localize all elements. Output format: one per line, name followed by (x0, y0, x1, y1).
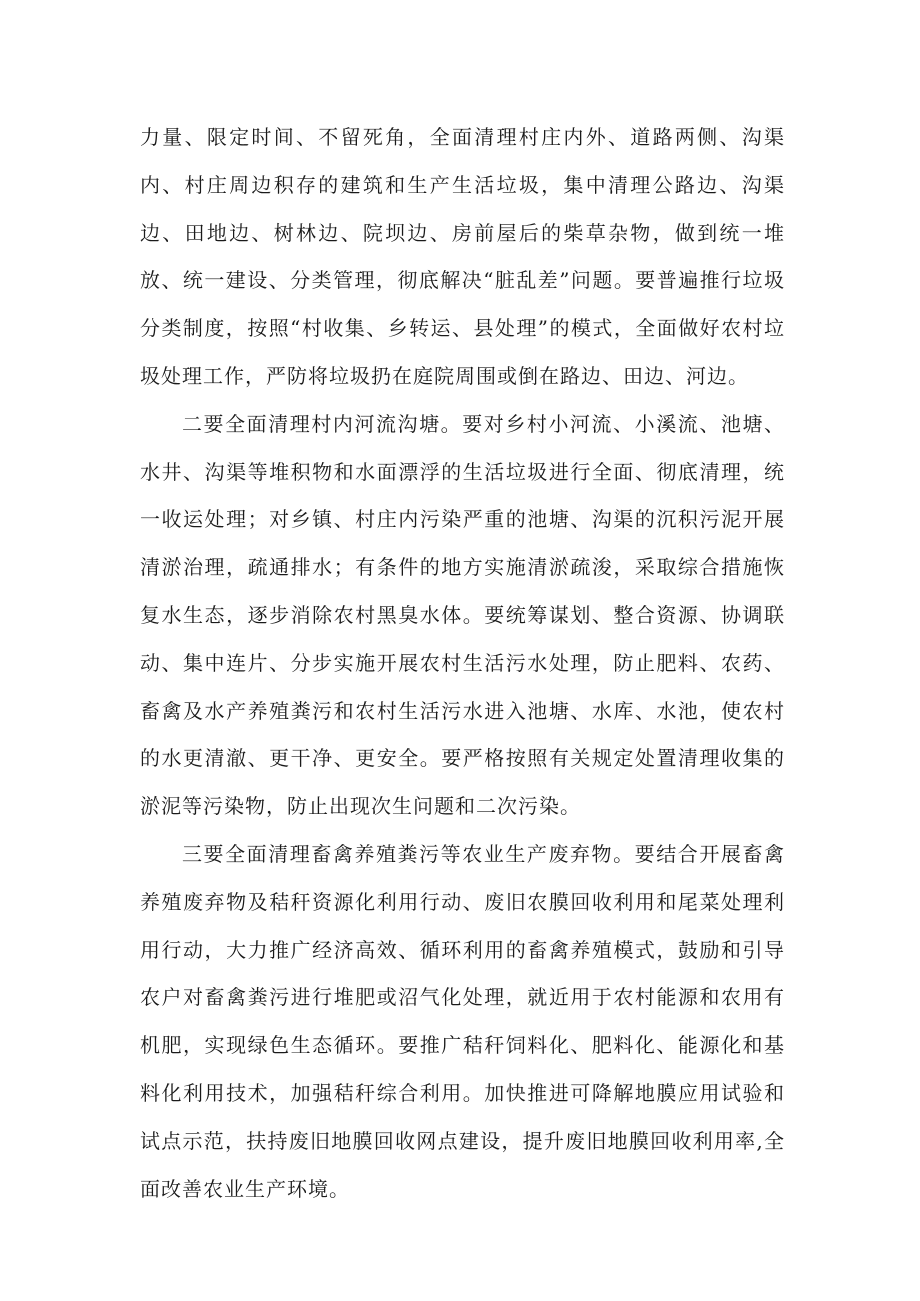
paragraph-2: 二要全面清理村内河流沟塘。要对乡村小河流、小溪流、池塘、水井、沟渠等堆积物和水面漂浮的生活垃圾进行全面、彻底清理，统一收运处理；对乡镇、村庄内污染严重的池塘、沟渠的沉积污泥开展清淤治理，疏通排水；有条件的地方实施清淤疏浚，采取综合措施恢复水生态，逐步消除农村黑臭水体。要统筹谋划、整合资源、协调联动、集中连片、分步实施开展农村生活污水处理，防止肥料、农药、畜禽及水产养殖粪污和农村生活污水进入池塘、水库、水池，使农村的水更清澈、更干净、更安全。要严格按照有关规定处置清理收集的淤泥等污染物，防止出现次生问题和二次污染。 (140, 411, 785, 819)
document-body (140, 114, 785, 1213)
paragraph-3: 三要全面清理畜禽养殖粪污等农业生产废弃物。要结合开展畜禽养殖废弃物及秸秆资源化利用行动、废旧农膜回收利用和尾菜处理利用行动，大力推广经济高效、循环利用的畜禽养殖模式，鼓励和引导农户对畜禽粪污进行堆肥或沼气化处理，就近用于农村能源和农用有机肥，实现绿色生态循环。要推广秸秆饲料化、肥料化、能源化和基料化利用技术，加强秸秆综合利用。加快推进可降解地膜应用试验和试点示范，扶持废旧地膜回收网点建设，提升废旧地膜回收利用率,全面改善农业生产环境。 (140, 841, 785, 1201)
paragraph-1: 力量、限定时间、不留死角，全面清理村庄内外、道路两侧、沟渠内、村庄周边积存的建筑和生产生活垃圾，集中清理公路边、沟渠边、田地边、树林边、院坝边、房前屋后的柴草杂物，做到统一堆放、统一建设、分类管理，彻底解决“脏乱差”问题。要普遍推行垃圾分类制度，按照“村收集、乡转运、县处理”的模式，全面做好农村垃圾处理工作，严防将垃圾扔在庭院周围或倒在路边、田边、河边。 (140, 125, 785, 388)
